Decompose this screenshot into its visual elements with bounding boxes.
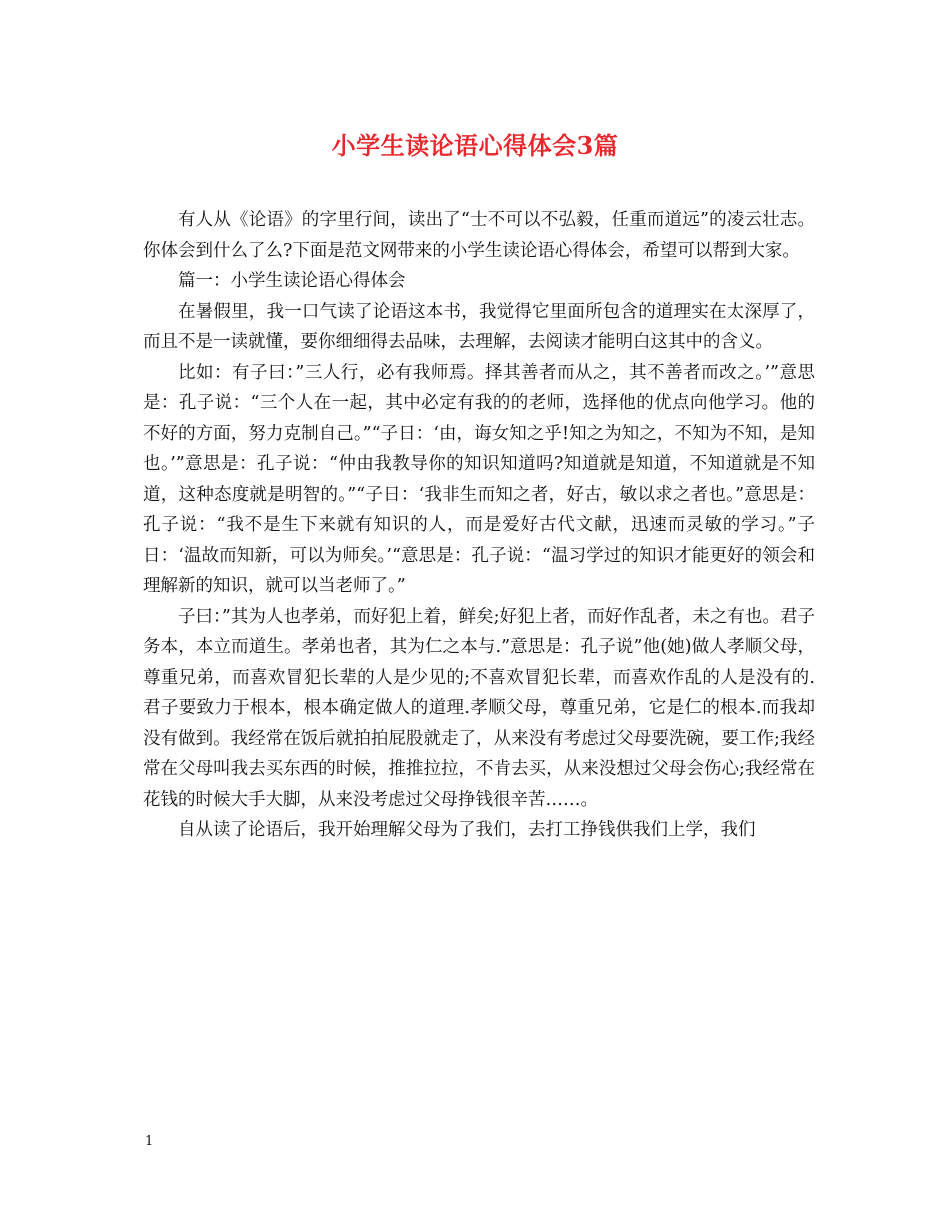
document-title: 小学生读论语心得体会3篇 <box>331 131 619 160</box>
paragraph-intro: 有人从《论语》的字里行间，读出了“士不可以不弘毅，任重而道远”的凌云壮志。你体会到什么了么?下面是范文网带来的小学生读论语心得体会，希望可以帮到大家。 <box>143 210 815 261</box>
document-body <box>143 205 815 846</box>
page-number: 1 <box>145 1134 154 1149</box>
paragraph: 子曰：”其为人也孝弟，而好犯上着，鲜矣;好犯上者，而好作乱者，未之有也。君子务本，本立而道生。孝弟也者，其为仁之本与.”意思是：孔子说”他(她)做人孝顺父母，尊重兄弟，而喜欢冒犯长辈的人是少见的;不喜欢冒犯长辈，而喜欢作乱的人是没有的.君子要致力于根本，根本确定做人的道理.孝顺父母，尊重兄弟，它是仁的根本.而我却没有做到。我经常在饭后就拍拍屁股就走了，从来没有考虑过父母要洗碗，要工作;我经常在父母叫我去买东西的时候，推推拉拉，不肯去买，从来没想过父母会伤心;我经常在花钱的时候大手大脚，从来没考虑过父母挣钱很辛苦……。 <box>143 606 815 810</box>
paragraph: 比如：有子曰：”三人行，必有我师焉。择其善者而从之，其不善者而改之。’”意思是：孔子说：“三个人在一起，其中必定有我的的老师，选择他的优点向他学习。他的不好的方面，努力克制自己。”“子日：‘由，诲女知之乎!知之为知之，不知为不知，是知也。’”意思是：孔子说：“仲由我教导你的知识知道吗?知道就是知道，不知道就是不知道，这种态度就是明智的。”“子日：‘我非生而知之者，好古，敏以求之者也。”意思是：孔子说：“我不是生下来就有知识的人，而是爱好古代文献，迅速而灵敏的学习。”子日：‘温故而知新，可以为师矣。’“意思是：孔子说：“温习学过的知识才能更好的领会和理解新的知识，就可以当老师了。” <box>143 362 815 596</box>
paragraph: 在暑假里，我一口气读了论语这本书，我觉得它里面所包含的道理实在太深厚了，而且不是一读就懂，要你细细得去品味，去理解，去阅读才能明白这其中的含义。 <box>143 301 815 352</box>
paragraph: 自从读了论语后，我开始理解父母为了我们，去打工挣钱供我们上学，我们 <box>178 820 756 840</box>
section-heading: 篇一：小学生读论语心得体会 <box>178 271 406 291</box>
